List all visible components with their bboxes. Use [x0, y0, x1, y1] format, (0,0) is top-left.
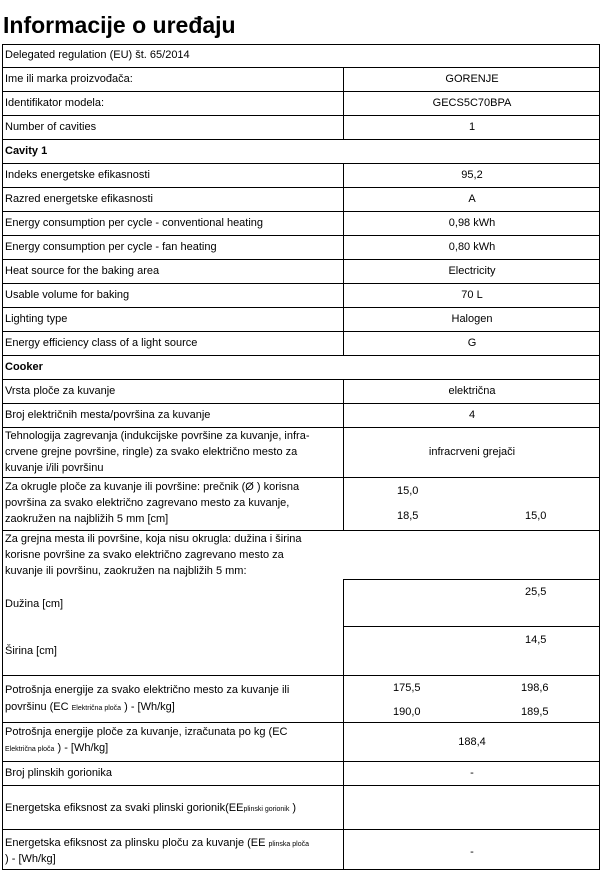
- lighting-label: Lighting type: [5, 313, 68, 325]
- row-divider: [2, 829, 600, 830]
- hob-type-label: Vrsta ploče za kuvanje: [5, 385, 116, 397]
- width-value: 14,5: [525, 634, 547, 646]
- tech-label-line3: kuvanje i/ili površinu: [5, 462, 104, 474]
- volume-label: Usable volume for baking: [5, 289, 130, 301]
- nonround-label-line2: korisne površine za svako električno zagrevano mesto za: [5, 549, 284, 561]
- heat-source-label: Heat source for the baking area: [5, 265, 160, 277]
- ec-zone-label-line2: [5, 700, 175, 716]
- row-divider: [2, 139, 600, 140]
- zones-label: Broj električnih mesta/površina za kuvanje: [5, 409, 211, 421]
- row-divider: [2, 91, 600, 92]
- ec-zone-value-1: 175,5: [393, 682, 421, 694]
- model-label: Identifikator modela:: [5, 97, 105, 109]
- row-divider: [343, 579, 600, 580]
- ec-zone-value-2: 198,6: [521, 682, 549, 694]
- row-divider: [2, 379, 600, 380]
- ec-hob-value: 188,4: [458, 736, 486, 748]
- row-divider: [2, 722, 600, 723]
- round-value-3: 15,0: [525, 510, 547, 522]
- tech-value: infracrveni grejači: [428, 446, 516, 458]
- ec-hob-label-line2: [5, 741, 108, 757]
- row-divider: [2, 427, 600, 428]
- row-divider: [2, 67, 600, 68]
- ec-hob-label-sub: Električna ploča: [5, 746, 55, 753]
- eei-value: 95,2: [461, 169, 483, 181]
- gas-hob-label-line2: ) - [Wh/kg]: [5, 853, 56, 865]
- gas-eff-label-sub: plinski gorionik: [243, 806, 290, 813]
- tech-label-line1: Tehnologija zagrevanja (indukcijske površine za kuvanje, infra-: [5, 430, 310, 442]
- length-label: Dužina [cm]: [5, 598, 64, 610]
- row-divider: [2, 235, 600, 236]
- cavities-value: 1: [468, 121, 476, 133]
- zones-value: 4: [468, 409, 476, 421]
- manufacturer-value: GORENJE: [445, 73, 499, 85]
- round-label-line2: površina za svako električno zagrevano mesto za kuvanje,: [5, 497, 290, 509]
- hob-type-value: električna: [448, 385, 496, 397]
- round-value-1: 15,0: [397, 485, 419, 497]
- gas-eff-label-prefix: Energetska efiksnost za svaki plinski gorionik(EE: [5, 802, 244, 814]
- row-divider: [2, 355, 600, 356]
- gas-hob-label-prefix: Energetska efiksnost za plinsku ploču za kuvanje (EE: [5, 837, 269, 849]
- page-title: Informacije o uređaju: [3, 12, 236, 38]
- length-value: 25,5: [525, 586, 547, 598]
- row-divider: [2, 115, 600, 116]
- ec-zone-label-sub: Električna ploča: [71, 705, 122, 712]
- gas-eff-label-suffix: ): [289, 802, 297, 814]
- row-divider: [2, 530, 600, 531]
- gas-hob-label-line1: [5, 836, 309, 852]
- energy-class-label: Razred energetske efikasnosti: [5, 193, 153, 205]
- ec-zone-label-line1: Potrošnja energije za svako električno mesto za kuvanje ili: [5, 684, 290, 696]
- energy-class-value: A: [468, 193, 476, 205]
- column-divider: [343, 579, 344, 869]
- ec-hob-label-unit: ) - [Wh/kg]: [54, 742, 109, 754]
- ec-hob-label-line1: Potrošnja energije ploče za kuvanje, izračunata po kg (EC: [5, 726, 288, 738]
- nonround-label-line1: Za grejna mesta ili površine, koja nisu okrugla: dužina i širina: [5, 533, 302, 545]
- row-divider: [2, 675, 600, 676]
- row-divider: [2, 259, 600, 260]
- cavities-label: Number of cavities: [5, 121, 97, 133]
- ec-zone-value-3: 190,0: [393, 706, 421, 718]
- row-divider: [2, 477, 600, 478]
- ec-zone-value-4: 189,5: [521, 706, 549, 718]
- row-divider: [2, 211, 600, 212]
- row-divider: [2, 307, 600, 308]
- light-class-value: G: [467, 337, 477, 349]
- width-label: Širina [cm]: [5, 645, 57, 657]
- eei-label: Indeks energetske efikasnosti: [5, 169, 150, 181]
- lighting-value: Halogen: [451, 313, 493, 325]
- cavity-section-header: Cavity 1: [5, 145, 48, 157]
- row-divider: [2, 761, 600, 762]
- round-label-line1: Za okrugle ploče za kuvanje ili površine: prečnik (Ø ) korisna: [5, 481, 300, 493]
- row-divider: [2, 163, 600, 164]
- row-divider: [2, 283, 600, 284]
- tech-label-line2: crvene grejne površine, ringle) za svako električno mesto za: [5, 446, 298, 458]
- row-divider: [2, 187, 600, 188]
- manufacturer-label: Ime ili marka proizvođača:: [5, 73, 133, 85]
- light-class-label: Energy efficiency class of a light source: [5, 337, 198, 349]
- ec-fan-label: Energy consumption per cycle - fan heating: [5, 241, 217, 253]
- ec-fan-value: 0,80 kWh: [448, 241, 496, 253]
- regulation-text: Delegated regulation (EU) št. 65/2014: [5, 49, 190, 61]
- ec-conventional-label: Energy consumption per cycle - conventional heating: [5, 217, 264, 229]
- row-divider: [2, 785, 600, 786]
- gas-hob-value: -: [470, 846, 474, 858]
- heat-source-value: Electricity: [448, 265, 496, 277]
- round-label-line3: zaokružen na najbližih 5 mm [cm]: [5, 513, 169, 525]
- volume-value: 70 L: [461, 289, 483, 301]
- row-divider: [2, 331, 600, 332]
- ec-zone-label-unit: ) - [Wh/kg]: [121, 701, 175, 713]
- gas-burners-label: Broj plinskih gorionika: [5, 767, 112, 779]
- nonround-label-line3: kuvanje ili površinu, zaokružen na najbližih 5 mm:: [5, 565, 247, 577]
- gas-eff-label: [5, 801, 296, 817]
- cooker-section-header: Cooker: [5, 361, 43, 373]
- gas-burners-value: -: [470, 767, 474, 779]
- gas-hob-label-sub: plinska ploča: [268, 841, 309, 848]
- row-divider: [2, 403, 600, 404]
- round-value-2: 18,5: [397, 510, 419, 522]
- model-value: GECS5C70BPA: [432, 97, 512, 109]
- ec-zone-label-prefix: površinu (EC: [5, 701, 72, 713]
- row-divider: [343, 626, 600, 627]
- ec-conventional-value: 0,98 kWh: [448, 217, 496, 229]
